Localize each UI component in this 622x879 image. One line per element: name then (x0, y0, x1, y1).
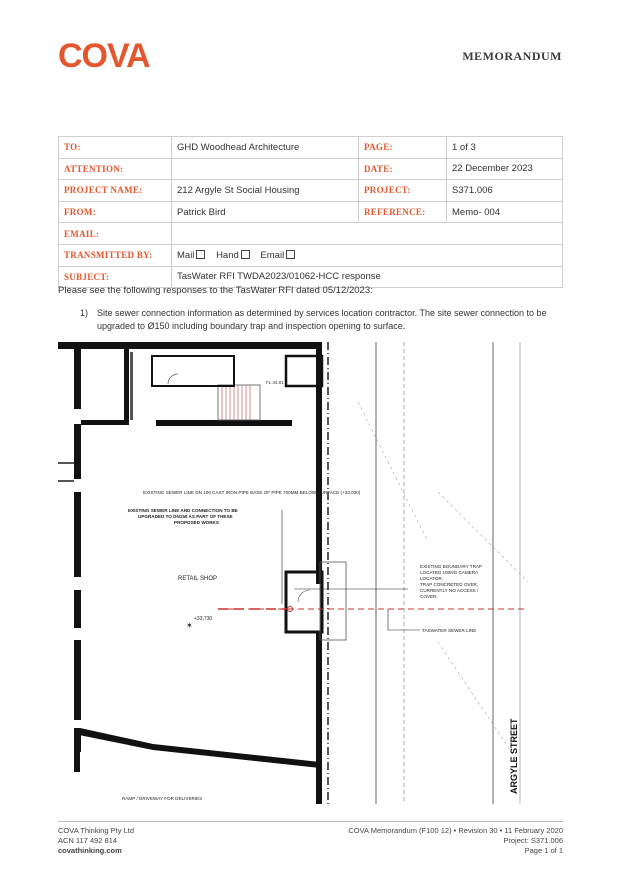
stairs (218, 385, 260, 420)
to-label: TO: (59, 137, 172, 159)
table-row (59, 244, 563, 266)
table-row (59, 223, 563, 245)
item-text: Site sewer connection information as determined by services location contractor. The site sewer connection to be upgraded to Ø150 including boundary trap and inspection opening to surface. (97, 308, 547, 331)
attention-value (172, 158, 359, 180)
table-row (59, 201, 563, 223)
footer-rule (58, 821, 563, 822)
reference-label: REFERENCE: (359, 201, 447, 223)
wall-left-upper (74, 349, 81, 409)
wall-top (58, 342, 322, 349)
project-name-label: PROJECT NAME: (59, 180, 172, 202)
mail-checkbox[interactable] (196, 250, 205, 259)
reference-value: Memo- 004 (447, 201, 563, 223)
project-name-value: 212 Argyle St Social Housing (172, 180, 359, 202)
logo-text: COVA (58, 38, 150, 72)
wall-internal-1 (124, 349, 129, 425)
svg-text:✶: ✶ (186, 621, 193, 630)
street-label: ARGYLE STREET (509, 718, 519, 794)
wall-left-lower (74, 492, 81, 577)
svg-text:EXISTING SEWER LINE AND CONNEC: EXISTING SEWER LINE AND CONNECTION TO BE (128, 508, 238, 513)
fl-label: FL 34.81 (266, 380, 284, 385)
retail-shop-label: RETAIL SHOP (178, 576, 218, 582)
footer-project: Project: S371.006 (503, 836, 563, 845)
footer-right (348, 826, 563, 856)
wall-left-4 (74, 590, 81, 628)
svg-text:EXISTING BOUNDARY TRAP: EXISTING BOUNDARY TRAP (420, 564, 483, 569)
svg-text:COVER.: COVER. (420, 594, 438, 599)
date-label: DATE: (359, 158, 447, 180)
svg-text:LOCATED USING CAMERA: LOCATED USING CAMERA (420, 570, 479, 575)
from-value: Patrick Bird (172, 201, 359, 223)
footer-left (58, 826, 134, 856)
spot-level: +33,730 (194, 616, 213, 622)
footer-revision: COVA Memorandum (F100 12) • Revision 30 • 11 February 2020 (348, 826, 563, 835)
svg-text:UPGRADED TO DN150 AS PART OF T: UPGRADED TO DN150 AS PART OF THESE (138, 514, 233, 519)
footer-company: COVA Thinking Pty Ltd (58, 826, 135, 835)
svg-text:TRAP CONCRETED OVER,: TRAP CONCRETED OVER, (420, 582, 479, 587)
subject-label: SUBJECT: (59, 266, 172, 288)
existing-line-note: EXISTING SEWER LINE DN 100 CAST IRON PIPE BASE OF PIPE 700MM BELOW SURFACE (+33,030) (143, 490, 361, 495)
doc-type-label: MEMORANDUM (462, 49, 562, 63)
date-value: 22 December 2023 (447, 158, 563, 180)
wall-left-mid (74, 424, 81, 479)
footer-website[interactable]: covathinking.com (58, 846, 122, 855)
to-value: GHD Woodhead Architecture (172, 137, 359, 159)
item-number: 1) (80, 308, 89, 318)
table-row (59, 158, 563, 180)
transmit-mail-label: Mail (177, 249, 195, 261)
wall-left-5 (74, 640, 81, 720)
hand-checkbox[interactable] (241, 250, 250, 259)
transmit-email-label: Email (260, 249, 285, 261)
footer-page: Page 1 of 1 (524, 846, 563, 855)
list-item (80, 307, 565, 332)
from-label: FROM: (59, 201, 172, 223)
email-label: EMAIL: (59, 223, 172, 245)
memo-header-table (58, 136, 563, 288)
svg-text:PROPOSED WORKS: PROPOSED WORKS (174, 520, 219, 525)
table-row (59, 180, 563, 202)
wall-internal-2 (156, 420, 292, 426)
email-checkbox[interactable] (286, 250, 295, 259)
project-label: PROJECT: (359, 180, 447, 202)
transmit-options (172, 244, 563, 266)
wall-right (316, 349, 322, 584)
subject-value: TasWater RFI TWDA2023/01062-HCC response (172, 266, 563, 288)
transmit-hand-label: Hand (216, 249, 239, 261)
page-label: PAGE: (359, 137, 447, 159)
ramp-label: RAMP / DRIVEWAY FOR DELIVERIES (122, 796, 203, 801)
footer-acn: ACN 117 492 814 (58, 836, 118, 845)
table-row (59, 137, 563, 159)
taswater-line-label: TASWATER SEWER LINE (422, 628, 477, 633)
svg-text:LOCATOR.: LOCATOR. (420, 576, 444, 581)
wall-lower-slant (74, 728, 320, 768)
svg-text:CURRENTLY NO ACCESS /: CURRENTLY NO ACCESS / (420, 588, 479, 593)
transmitted-label: TRANSMITTED BY: (59, 244, 172, 266)
page-value: 1 of 3 (447, 137, 563, 159)
project-value: S371.006 (447, 180, 563, 202)
site-plan-drawing (58, 342, 563, 804)
attention-label: ATTENTION: (59, 158, 172, 180)
wall-left-6 (74, 734, 81, 752)
email-value (172, 223, 563, 245)
cova-logo (58, 38, 154, 72)
intro-text: Please see the following responses to the TasWater RFI dated 05/12/2023: (58, 285, 373, 296)
